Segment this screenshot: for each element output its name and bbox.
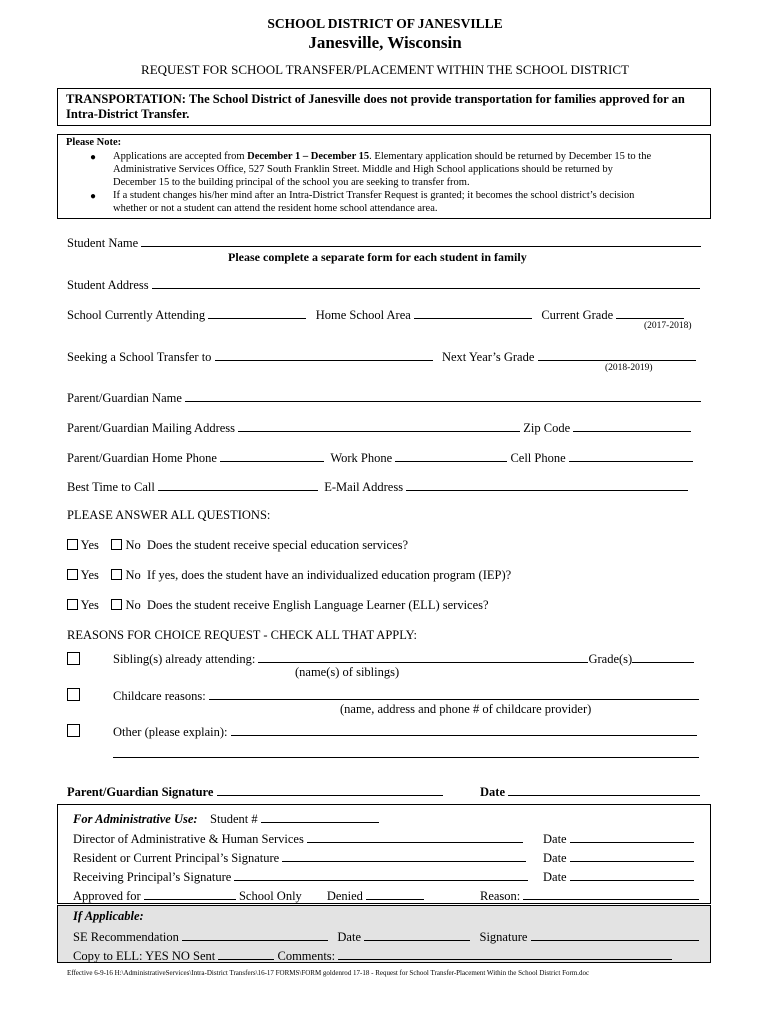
grades-field[interactable] [632, 650, 694, 663]
work-phone-label: Work Phone [330, 451, 393, 465]
receiving-date-field[interactable] [570, 868, 694, 881]
home-area-field[interactable] [414, 306, 532, 319]
other-field-row [113, 723, 697, 740]
student-name-label: Student Name [67, 236, 139, 250]
note-bullet1-line1: Applications are accepted from December 1 – December 15. Elementary application should be returned by December 15 to the [113, 151, 652, 162]
q3-no-checkbox[interactable] [111, 599, 122, 610]
grades-label: Grade(s) [588, 652, 633, 666]
transportation-line2: Intra-District Transfer. [66, 107, 190, 121]
separate-form-note: Please complete a separate form for each student in family [228, 250, 527, 264]
q3-yes-checkbox[interactable] [67, 599, 78, 610]
receiving-label: Receiving Principal’s Signature [73, 870, 232, 884]
ell-row [73, 947, 672, 964]
director-row [73, 830, 523, 847]
school-row [67, 306, 684, 323]
q2-no-checkbox[interactable] [111, 569, 122, 580]
student-address-field[interactable] [152, 276, 700, 289]
yes-label: Yes [80, 598, 99, 612]
district-name: SCHOOL DISTRICT OF JANESVILLE [267, 16, 503, 31]
contact-row [67, 478, 688, 495]
other-label: Other (please explain): [113, 725, 228, 739]
school-current-field[interactable] [208, 306, 306, 319]
questions-header: PLEASE ANSWER ALL QUESTIONS: [67, 508, 271, 522]
resident-date-field[interactable] [570, 849, 694, 862]
signature-field[interactable] [217, 783, 443, 796]
email-field[interactable] [406, 478, 688, 491]
comments-field[interactable] [338, 947, 672, 960]
home-phone-field[interactable] [220, 449, 324, 462]
best-time-label: Best Time to Call [67, 480, 155, 494]
cell-phone-label: Cell Phone [510, 451, 566, 465]
receiving-row [73, 868, 528, 885]
sibling-note: (name(s) of siblings) [295, 665, 400, 679]
se-signature-label: Signature [479, 930, 528, 944]
receiving-date-label: Date [543, 870, 567, 884]
se-signature-field[interactable] [531, 928, 699, 941]
childcare-row [67, 687, 80, 705]
resident-label: Resident or Current Principal’s Signature [73, 851, 280, 865]
seeking-label: Seeking a School Transfer to [67, 350, 212, 364]
current-year-label: (2017-2018) [644, 321, 692, 331]
mailing-field[interactable] [238, 419, 520, 432]
question-3-row [67, 598, 489, 613]
childcare-field[interactable] [209, 687, 699, 700]
question-1-text: Does the student receive special education services? [147, 538, 409, 552]
denied-field[interactable] [366, 887, 424, 900]
se-recommendation-label: SE Recommendation [73, 930, 179, 944]
please-note-title: Please Note: [66, 137, 122, 148]
home-phone-label: Parent/Guardian Home Phone [67, 451, 217, 465]
school-only-label: School Only [238, 889, 302, 903]
student-name-row [67, 234, 701, 251]
q1-no-checkbox[interactable] [111, 539, 122, 550]
director-field[interactable] [307, 830, 523, 843]
zip-label: Zip Code [523, 421, 571, 435]
question-1-row [67, 538, 408, 553]
director-label: Director of Administrative & Human Services [73, 832, 304, 846]
reason-label: Reason: [480, 889, 521, 903]
student-address-row [67, 276, 700, 293]
resident-date-label: Date [543, 851, 567, 865]
parent-name-label: Parent/Guardian Name [67, 391, 182, 405]
receiving-date-row [543, 868, 694, 885]
sibling-field-row [113, 650, 694, 667]
question-2-text: If yes, does the student have an individualized education program (IEP)? [147, 568, 512, 582]
zip-field[interactable] [573, 419, 691, 432]
current-grade-label: Current Grade [541, 308, 614, 322]
no-label: No [125, 538, 141, 552]
director-date-field[interactable] [570, 830, 694, 843]
other-field-line2[interactable] [113, 757, 699, 758]
sibling-checkbox[interactable] [67, 652, 80, 665]
other-field[interactable] [231, 723, 697, 736]
yes-label: Yes [80, 538, 99, 552]
mailing-label: Parent/Guardian Mailing Address [67, 421, 236, 435]
question-3-text: Does the student receive English Language Learner (ELL) services? [147, 598, 489, 612]
signature-date-row [480, 783, 700, 800]
footer-path: Effective 6-9-16 H:\AdministrativeServices\Intra-District Transfers\16-17 FORMS\FORM goldenrod 17-18 - Request for School Transfer-Placement Within the School District Form.doc [67, 969, 590, 977]
mailing-row [67, 419, 691, 436]
current-grade-field[interactable] [616, 306, 684, 319]
denied-label: Denied [326, 889, 363, 903]
applicable-title [73, 909, 144, 924]
yes-label: Yes [80, 568, 99, 582]
transportation-line1: TRANSPORTATION: The School District of Janesville does not provide transportation for families approved for an [66, 92, 685, 106]
admin-title-row [73, 810, 379, 827]
bullet-icon: ● [90, 152, 97, 163]
home-area-label: Home School Area [315, 308, 411, 322]
note-bullet2-line2: whether or not a student can attend the resident home school attendance area. [113, 203, 438, 214]
ell-sent-field[interactable] [218, 947, 274, 960]
director-date-row [543, 830, 694, 847]
approved-row [73, 887, 424, 904]
childcare-checkbox[interactable] [67, 688, 80, 701]
sibling-field[interactable] [258, 650, 588, 663]
reasons-header: REASONS FOR CHOICE REQUEST - CHECK ALL THAT APPLY: [67, 628, 417, 642]
seeking-row [67, 348, 696, 365]
note-bullet2-line1: If a student changes his/her mind after an Intra-District Transfer Request is granted; it becomes the school district’s decision [113, 190, 635, 201]
best-time-field[interactable] [158, 478, 318, 491]
q2-yes-checkbox[interactable] [67, 569, 78, 580]
district-city: Janesville, Wisconsin [308, 33, 462, 52]
comments-label: Comments: [277, 949, 336, 963]
se-recommendation-field[interactable] [182, 928, 328, 941]
approved-for-label: Approved for [73, 889, 141, 903]
se-date-label: Date [337, 930, 361, 944]
next-grade-label: Next Year’s Grade [441, 350, 535, 364]
receiving-field[interactable] [234, 868, 528, 881]
resident-date-row [543, 849, 694, 866]
no-label: No [125, 598, 141, 612]
applicable-title-text: If Applicable: [73, 909, 144, 923]
q1-yes-checkbox[interactable] [67, 539, 78, 550]
phone-row [67, 449, 693, 466]
email-label: E-Mail Address [324, 480, 404, 494]
signature-row [67, 783, 443, 800]
resident-field[interactable] [282, 849, 526, 862]
cell-phone-field[interactable] [569, 449, 693, 462]
approved-for-field[interactable] [144, 887, 236, 900]
other-row [67, 723, 80, 741]
note-bullet1-line3: December 15 to the building principal of the school you are seeking to transfer from. [113, 177, 470, 188]
question-2-row [67, 568, 511, 583]
next-grade-field[interactable] [538, 348, 696, 361]
signature-label: Parent/Guardian Signature [67, 785, 214, 799]
copy-to-ell-label: Copy to ELL: YES NO Sent [73, 949, 216, 963]
student-number-label: Student # [210, 812, 258, 826]
se-row [73, 928, 699, 945]
next-year-label: (2018-2019) [605, 363, 653, 373]
no-label: No [125, 568, 141, 582]
reason-row [480, 887, 699, 904]
student-name-field[interactable] [141, 234, 701, 247]
seeking-field[interactable] [215, 348, 433, 361]
signature-date-field[interactable] [508, 783, 700, 796]
resident-row [73, 849, 526, 866]
reason-field[interactable] [523, 887, 699, 900]
other-checkbox[interactable] [67, 724, 80, 737]
sibling-row [67, 651, 80, 669]
parent-name-field[interactable] [185, 389, 701, 402]
school-current-label: School Currently Attending [67, 308, 206, 322]
work-phone-field[interactable] [395, 449, 507, 462]
childcare-note: (name, address and phone # of childcare provider) [340, 702, 592, 716]
se-date-field[interactable] [364, 928, 470, 941]
form-title: REQUEST FOR SCHOOL TRANSFER/PLACEMENT WITHIN THE SCHOOL DISTRICT [141, 62, 629, 77]
childcare-label: Childcare reasons: [113, 689, 206, 703]
bullet-icon: ● [90, 191, 97, 202]
director-date-label: Date [543, 832, 567, 846]
note-bullet1-line2: Administrative Services Office, 527 South Franklin Street. Middle and High School applications should be returned by [113, 164, 613, 175]
parent-name-row [67, 389, 701, 406]
admin-title: For Administrative Use: [73, 812, 198, 826]
sibling-label: Sibling(s) already attending: [113, 652, 256, 666]
signature-date-label: Date [480, 785, 505, 799]
student-number-field[interactable] [261, 810, 379, 823]
student-address-label: Student Address [67, 278, 149, 292]
